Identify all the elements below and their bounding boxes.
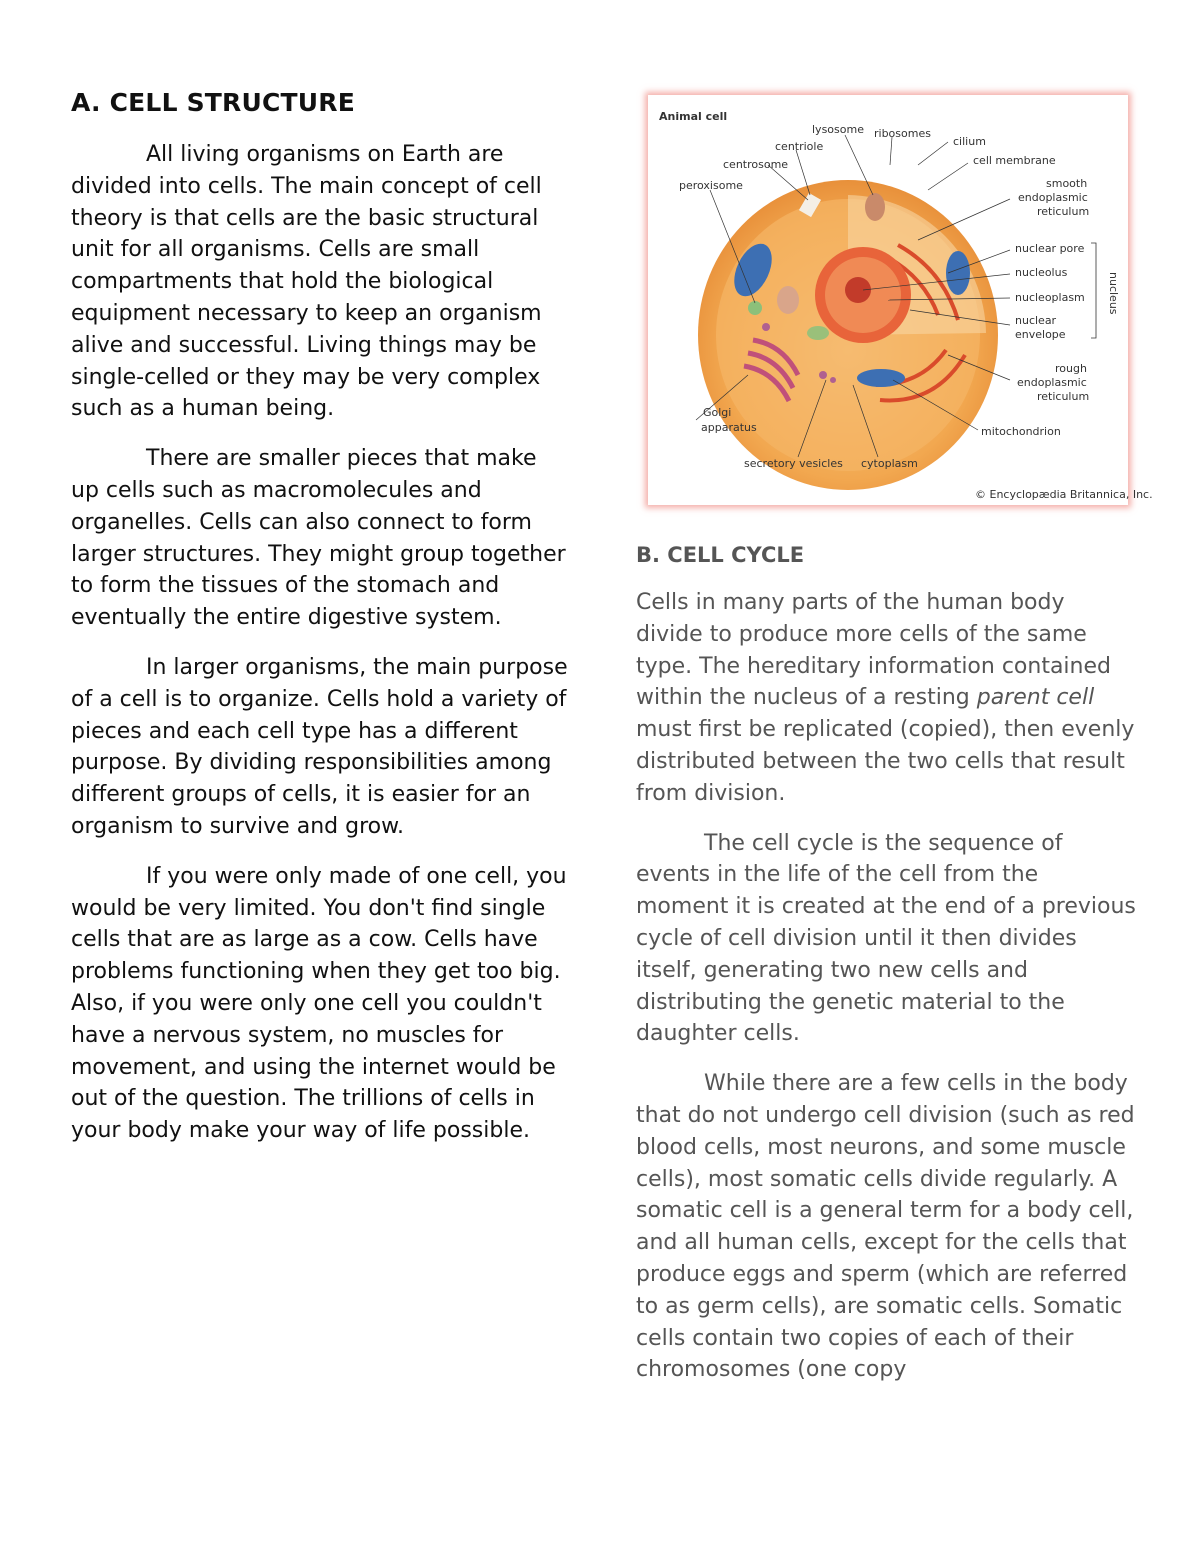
section-heading-cell-structure: A. CELL STRUCTURE — [71, 88, 356, 117]
label-smooth-er: smooth — [1046, 177, 1088, 190]
label-nucleoplasm: nucleoplasm — [1015, 291, 1085, 304]
figure-title: Animal cell — [659, 110, 728, 123]
svg-text:reticulum: reticulum — [1037, 390, 1090, 403]
label-lysosome: lysosome — [812, 123, 864, 136]
label-ribosomes: ribosomes — [874, 127, 931, 140]
paragraph: The cell cycle is the sequence of events in the life of the cell from the moment it is created at the end of a previous cycle of cell division until it then divides itself, generating two new cells and distributing the genetic material to the daughter cells. — [636, 830, 1136, 1047]
label-cilium: cilium — [953, 135, 986, 148]
label-golgi: Golgi — [703, 406, 732, 419]
animal-cell-figure — [648, 95, 1153, 505]
label-centriole: centriole — [775, 140, 824, 153]
label-cytoplasm: cytoplasm — [861, 457, 918, 470]
label-nuclear-envelope: nuclear — [1015, 314, 1057, 327]
paragraph: If you were only made of one cell, you would be very limited. You don't find single cells that are as large as a cow. Cells have problems functioning when they get too big. Also, if you were only one cell you couldn't have a nervous system, no muscles for movement, and using the internet would be out of the question. The trillions of cells in your body make your way of life possible. — [71, 863, 567, 1144]
label-secretory-vesicles: secretory vesicles — [744, 457, 843, 470]
svg-text:endoplasmic: endoplasmic — [1018, 191, 1088, 204]
label-nucleus: nucleus — [1107, 272, 1120, 315]
label-nucleolus: nucleolus — [1015, 266, 1068, 279]
italic-term: parent cell — [976, 685, 1095, 711]
svg-text:envelope: envelope — [1015, 328, 1066, 341]
section-heading-cell-cycle: B. CELL CYCLE — [636, 543, 805, 567]
label-peroxisome: peroxisome — [679, 179, 743, 192]
svg-text:reticulum: reticulum — [1037, 205, 1090, 218]
label-cell-membrane: cell membrane — [973, 154, 1056, 167]
figure-credit: © Encyclopædia Britannica, Inc. — [975, 488, 1153, 501]
nucleolus — [845, 277, 871, 303]
svg-text:apparatus: apparatus — [701, 421, 757, 434]
paragraph: In larger organisms, the main purpose of a cell is to organize. Cells hold a variety of pieces and each cell type has a different purpose. By dividing responsibilities among different groups of cells, it is easier for an organism to survive and grow. — [71, 654, 568, 839]
paragraph: All living organisms on Earth are divided into cells. The main concept of cell theory is that cells are the basic structural unit for all organisms. Cells are small compartments that hold the biological equipment necessary to keep an organism alive and successful. Living things may be single-celled or they may be very complex such as a human being. — [71, 142, 542, 422]
paragraph: Cells in many parts of the human body divide to produce more cells of the same type. The hereditary information contained within the nucleus of a resting parent cell must first be replicated (copied), then evenly distributed between the two cells that result from division. — [636, 590, 1135, 806]
svg-text:endoplasmic: endoplasmic — [1017, 376, 1087, 389]
label-centrosome: centrosome — [723, 158, 789, 171]
animal-cell-diagram — [648, 95, 1153, 505]
left-column — [71, 88, 571, 1165]
label-nuclear-pore: nuclear pore — [1015, 242, 1085, 255]
paragraph: There are smaller pieces that make up cells such as macromolecules and organelles. Cells can also connect to form larger structures. They might group together to form the tissues of the stomach and eventually the entire digestive system. — [71, 446, 566, 631]
right-column — [636, 95, 1153, 1404]
paragraph: While there are a few cells in the body that do not undergo cell division (such as red blood cells, most neurons, and some muscle cells), most somatic cells divide regularly. A somatic cell is a general term for a body cell, and all human cells, except for the cells that produce eggs and sperm (which are referred to as germ cells), are somatic cells. Somatic cells contain two copies of each of their chromosomes (one copy — [636, 1071, 1135, 1383]
label-rough-er: rough — [1055, 362, 1087, 375]
label-mitochondrion: mitochondrion — [981, 425, 1061, 438]
